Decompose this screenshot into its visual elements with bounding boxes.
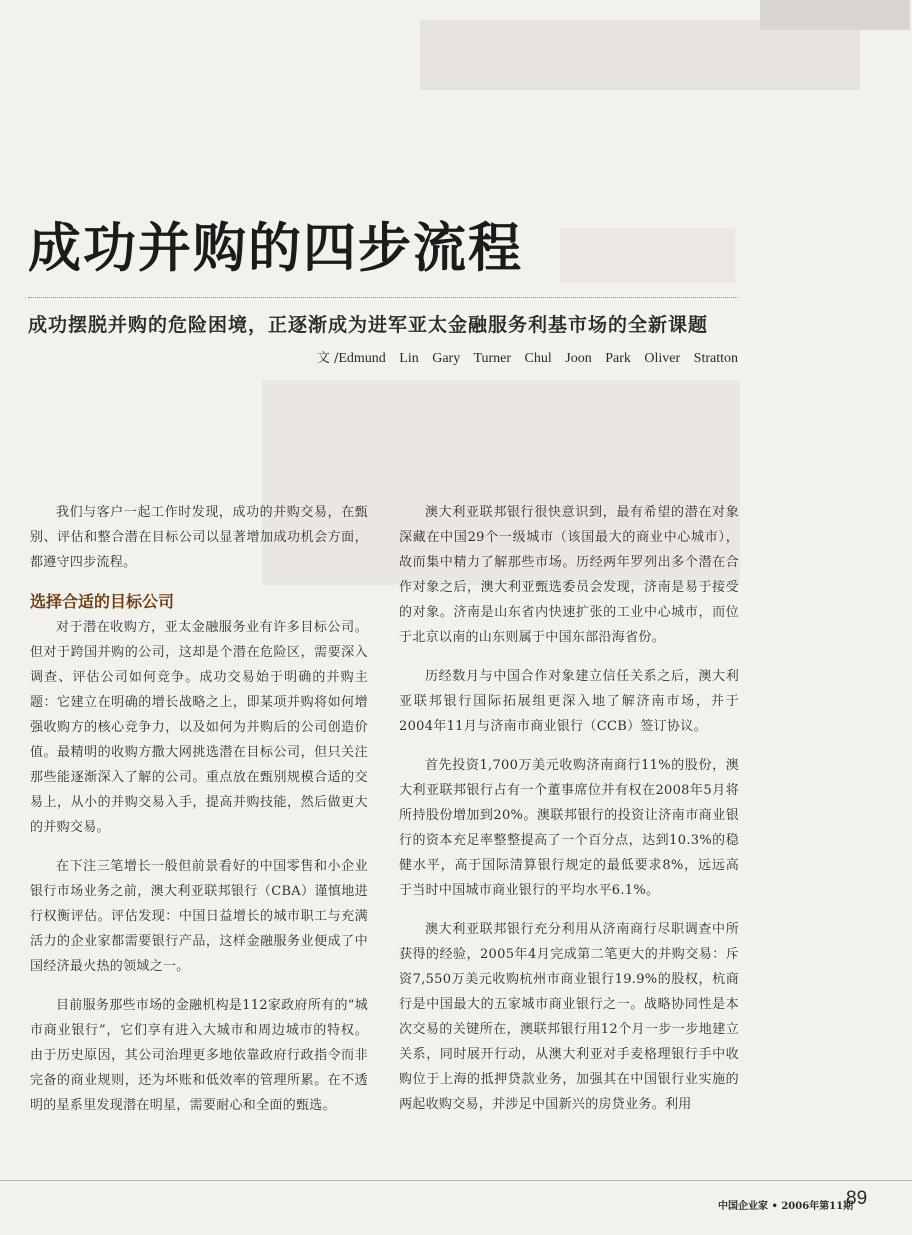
title-divider [28, 297, 738, 298]
body-paragraph: 目前服务那些市场的金融机构是112家政府所有的“城市商业银行”，它们享有进入大城市和周边城市的特权。由于历史原因，其公司治理更多地依靠政府行政指令而非完备的商业规则，还为坏账和低效率的管理所累。在不透明的星系里发现潜在明星，需要耐心和全面的甄选。 [30, 998, 368, 1113]
show-through-block [760, 0, 910, 30]
section-heading: 选择合适的目标公司 [30, 592, 175, 611]
show-through-block [560, 228, 735, 283]
intro-paragraph: 我们与客户一起工作时发现，成功的并购交易，在甄别、评估和整合潜在目标公司以显著增加成功机会方面，都遵守四步流程。 [30, 505, 368, 570]
body-paragraph: 澳大利亚联邦银行很快意识到，最有希望的潜在对象深藏在中国29个一级城市（该国最大的商业中心城市），故而集中精力了解那些市场。历经两年罗列出多个潜在合作对象之后，澳大利亚甄选委员会发现，济南是易于接受的对象。济南是山东省内快速扩张的工业中心城市，而位于北京以南的山东则属于中国东部沿海省份。 [399, 505, 739, 645]
article-subtitle: 成功摆脱并购的危险困境，正逐渐成为进军亚太金融服务利基市场的全新课题 [28, 314, 709, 336]
left-column [30, 500, 368, 1132]
byline [317, 347, 738, 367]
body-paragraph: 对于潜在收购方，亚太金融服务业有许多目标公司。但对于跨国并购的公司，这却是个潜在危险区，需要深入调查、评估公司如何竞争。成功交易始于明确的并购主题：它建立在明确的增长战略之上，即某项并购将如何增强收购方的核心竞争力，以及如何为并购后的公司创造价值。最精明的收购方撒大网挑选潜在目标公司，但只关注那些能逐渐深入了解的公司。重点放在甄别规模合适的交易上，从小的并购交易入手，提高并购技能，然后做更大的并购交易。 [30, 620, 368, 835]
footer-divider [0, 1180, 912, 1181]
show-through-block [420, 20, 860, 90]
body-paragraph: 澳大利亚联邦银行充分利用从济南商行尽职调查中所获得的经验，2005年4月完成第二笔更大的并购交易：斥资7,550万美元收购杭州市商业银行19.9%的股权，杭商行是中国最大的五家城市商业银行之一。战略协同性是本次交易的关键所在，澳联邦银行用12个月一步一步地建立关系，同时展开行动，从澳大利亚对手麦格理银行手中收购位于上海的抵押贷款业务，加强其在中国银行业实施的两起收购交易，并涉足中国新兴的房贷业务。利用 [399, 922, 739, 1112]
body-paragraph: 历经数月与中国合作对象建立信任关系之后，澳大利亚联邦银行国际拓展组更深入地了解济南市场，并于2004年11月与济南市商业银行（CCB）签订协议。 [399, 669, 739, 734]
right-column [399, 500, 739, 1131]
page-number: 89 [846, 1188, 868, 1209]
byline-authors: Edmund Lin Gary Turner Chul Joon Park Oliver Stratton [338, 351, 738, 366]
body-paragraph: 首先投资1,700万美元收购济南商行11%的股份，澳大利亚联邦银行占有一个董事席位并有权在2008年5月将所持股份增加到20%。澳联邦银行的投资让济南市商业银行的资本充足率整整提高了一个百分点，达到10.3%的稳健水平，高于国际清算银行规定的最低要求8%，远远高于当时中国城市商业银行的平均水平6.1%。 [399, 758, 739, 898]
page-title: 成功并购的四步流程 [28, 218, 523, 279]
body-paragraph: 在下注三笔增长一般但前景看好的中国零售和小企业银行市场业务之前，澳大利亚联邦银行（CBA）谨慎地进行权衡评估。评估发现：中国日益增长的城市职工与充满活力的企业家都需要银行产品，这样金融服务业便成了中国经济最火热的领域之一。 [30, 859, 368, 974]
byline-prefix: 文 / [316, 351, 339, 366]
footer-publication: 中国企业家 • 2006年第11期 [718, 1201, 854, 1212]
